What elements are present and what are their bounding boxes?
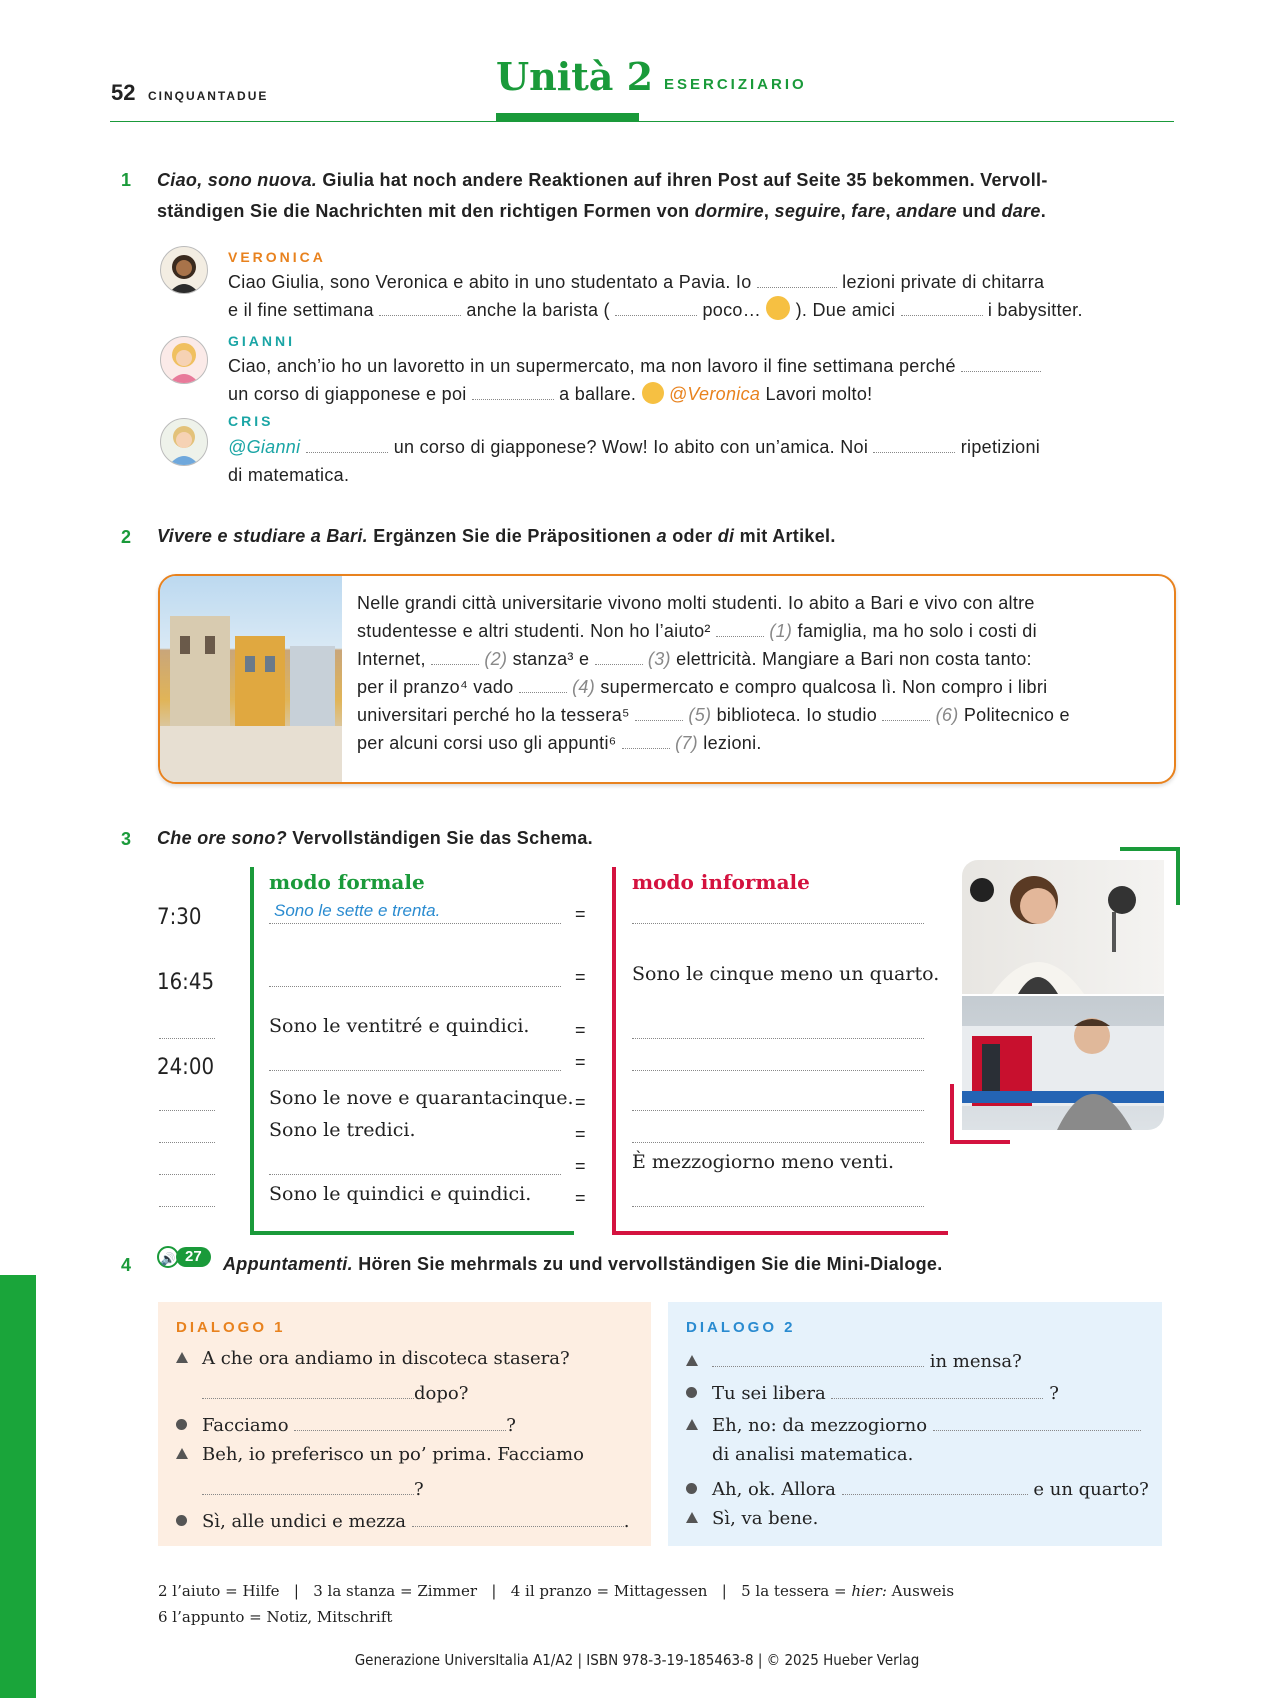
- dialogo-1-title: DIALOGO 1: [176, 1319, 286, 1336]
- blank[interactable]: [306, 434, 388, 453]
- col-informal-heading: modo informale: [632, 870, 810, 894]
- blank[interactable]: [712, 1348, 924, 1367]
- header-tab: [496, 113, 639, 121]
- blank[interactable]: [202, 1380, 414, 1399]
- blank[interactable]: [294, 1412, 506, 1431]
- dialogo-2-line: Tu sei libera ?: [686, 1380, 1059, 1404]
- radio-host-photo: [962, 860, 1164, 994]
- time-blank[interactable]: [159, 1110, 215, 1111]
- formal-cell[interactable]: Sono le sette e trenta.: [274, 901, 441, 920]
- blank[interactable]: [635, 702, 683, 721]
- triangle-speaker-icon: [686, 1512, 698, 1523]
- blank[interactable]: [202, 1476, 414, 1495]
- page-word: CINQUANTADUE: [147, 89, 269, 103]
- time-cell: 24:00: [157, 1055, 215, 1080]
- sleepy-emoji-icon: [766, 296, 790, 320]
- gianni-avatar: [160, 336, 208, 384]
- bari-photo: [160, 576, 342, 782]
- dialogo-1-line: A che ora andiamo in discoteca stasera?: [176, 1348, 570, 1369]
- informal-blank[interactable]: [632, 923, 924, 924]
- triangle-speaker-icon: [686, 1355, 698, 1366]
- circle-speaker-icon: [176, 1419, 187, 1430]
- formal-cell: Sono le quindici e quindici.: [269, 1183, 532, 1205]
- dialogo-2-line: di analisi matematica.: [712, 1444, 914, 1465]
- blank[interactable]: [412, 1508, 624, 1527]
- equals-sign: =: [575, 1124, 586, 1144]
- ex3-number: 3: [121, 829, 132, 849]
- ex3-title: Che ore sono? Vervollständigen Sie das Schema.: [157, 828, 593, 848]
- triangle-speaker-icon: [176, 1448, 188, 1459]
- train-man-photo: [962, 996, 1164, 1130]
- footnotes: 2 l’aiuto = Hilfe | 3 la stanza = Zimmer | 4 il pranzo = Mittagessen | 5 la tessera = hier: Ausweis 6 l’appunto = Notiz, Mitschrift: [158, 1582, 955, 1626]
- audio-track-badge[interactable]: [157, 1246, 211, 1270]
- informal-blank[interactable]: [632, 1206, 924, 1207]
- dialogo-2-line: in mensa?: [686, 1348, 1022, 1372]
- ex1-number: 1: [121, 170, 132, 190]
- cris-avatar: [160, 418, 208, 466]
- informal-blank[interactable]: [632, 1070, 924, 1071]
- blank[interactable]: [901, 297, 983, 316]
- ex2-title: Vivere e studiare a Bari. Ergänzen Sie die Präpositionen a oder di mit Artikel.: [157, 526, 836, 546]
- blank[interactable]: [595, 646, 643, 665]
- side-tab: [0, 1275, 36, 1698]
- blank[interactable]: [431, 646, 479, 665]
- blank[interactable]: [716, 618, 764, 637]
- dialogo-1-line: Facciamo ?: [176, 1412, 516, 1436]
- veronica-avatar: [160, 246, 208, 294]
- triangle-speaker-icon: [176, 1352, 188, 1363]
- dialogo-2-title: DIALOGO 2: [686, 1319, 796, 1336]
- gianni-message: Ciao, anch’io ho un lavoretto in un supermercato, ma non lavoro il fine settimana perché un corso di giapponese e poi a ballare. @Veronica Lavori molto!: [228, 352, 1178, 408]
- time-blank[interactable]: [159, 1206, 215, 1207]
- grin-emoji-icon: [642, 382, 664, 404]
- time-cell: 7:30: [157, 905, 202, 930]
- dialogo-1-line: Beh, io preferisco un po’ prima. Facciamo: [176, 1444, 584, 1465]
- circle-speaker-icon: [176, 1515, 187, 1526]
- blank[interactable]: [873, 434, 955, 453]
- page-number-block: [111, 80, 268, 106]
- cris-message: @Gianni un corso di giapponese? Wow! Io abito con un’amica. Noi ripetizioni di matematica.: [228, 433, 1178, 489]
- blank[interactable]: [961, 353, 1041, 372]
- time-blank[interactable]: [159, 1038, 215, 1039]
- equals-sign: =: [575, 1052, 586, 1072]
- gianni-name: GIANNI: [228, 333, 295, 349]
- blank[interactable]: [472, 381, 554, 400]
- informal-blank[interactable]: [632, 1110, 924, 1111]
- informal-blank[interactable]: [632, 1142, 924, 1143]
- circle-speaker-icon: [686, 1387, 697, 1398]
- track-number: 27: [176, 1247, 211, 1267]
- speaker-icon: 🔊: [157, 1246, 179, 1268]
- blank[interactable]: [379, 297, 461, 316]
- ex4-title: Appuntamenti. Hören Sie mehrmals zu und vervollständigen Sie die Mini-Dialoge.: [223, 1254, 943, 1274]
- blank[interactable]: [882, 702, 930, 721]
- equals-sign: =: [575, 1156, 586, 1176]
- blank[interactable]: [757, 269, 837, 288]
- dialogo-2-line: Ah, ok. Allora e un quarto?: [686, 1476, 1149, 1500]
- equals-sign: =: [575, 1020, 586, 1040]
- equals-sign: =: [575, 967, 586, 987]
- header-rule: [110, 121, 1174, 122]
- dialogo-1-line: ?: [202, 1476, 424, 1500]
- ex1-title: Ciao, sono nuova. Giulia hat noch andere Reaktionen auf ihren Post auf Seite 35 bekommen. Vervoll- ständigen Sie die Nachrichten mit den richtigen Formen von dormire, seguire, fare, andare und dare.: [157, 170, 1048, 221]
- blank[interactable]: [933, 1412, 1141, 1431]
- circle-speaker-icon: [686, 1483, 697, 1494]
- ex4-number: 4: [121, 1255, 132, 1275]
- ex2-number: 2: [121, 527, 132, 547]
- unit-title: Unità 2: [496, 54, 654, 99]
- formal-blank[interactable]: [269, 1070, 561, 1071]
- time-cell: 16:45: [157, 970, 215, 995]
- time-blank[interactable]: [159, 1142, 215, 1143]
- blank[interactable]: [615, 297, 697, 316]
- cris-name: CRIS: [228, 413, 274, 429]
- dialogo-1-line: Sì, alle undici e mezza .: [176, 1508, 629, 1532]
- dialogo-2-line: Sì, va bene.: [686, 1508, 818, 1529]
- dialogo-1-line: dopo?: [202, 1380, 468, 1404]
- triangle-speaker-icon: [686, 1419, 698, 1430]
- dialogo-2-line: Eh, no: da mezzogiorno: [686, 1412, 1141, 1436]
- page-number: 52: [111, 80, 136, 105]
- bari-text: Nelle grandi città universitarie vivono molti studenti. Io abito a Bari e vivo con altre studentesse e altri studenti. Non ho l’aiuto² (1) famiglia, ma ho solo i costi di Internet, (2) stanza³ e (3) elettricità. Mangiare a Bari non costa tanto: per il pranzo⁴ vado (4) supermercato e compro qualcosa lì. Non compro i libri universitari perché ho la tessera⁵ (5) biblioteca. Io studio (6) Politecnico e per alcuni corsi uso gli appunti⁶ (7) lezioni.: [357, 593, 1070, 753]
- blank[interactable]: [831, 1380, 1043, 1399]
- blank[interactable]: [622, 730, 670, 749]
- formal-cell: Sono le nove e quarantacinque.: [269, 1087, 574, 1109]
- equals-sign: =: [575, 904, 586, 924]
- informal-blank[interactable]: [632, 1038, 924, 1039]
- blank[interactable]: [842, 1476, 1028, 1495]
- informal-cell: Sono le cinque meno un quarto.: [632, 963, 940, 985]
- formal-cell: Sono le tredici.: [269, 1119, 416, 1141]
- formal-cell: Sono le ventitré e quindici.: [269, 1015, 530, 1037]
- veronica-message: Ciao Giulia, sono Veronica e abito in uno studentato a Pavia. Io lezioni private di chitarra e il fine settimana anche la barista ( poco… ). Due amici i babysitter.: [228, 268, 1178, 324]
- equals-sign: =: [575, 1092, 586, 1112]
- footer: Generazione UniversItalia A1/A2 | ISBN 978-3-19-185463-8 | © 2025 Hueber Verlag: [354, 1651, 920, 1669]
- informal-cell: È mezzogiorno meno venti.: [632, 1151, 895, 1173]
- formal-blank[interactable]: [269, 986, 561, 987]
- formal-blank[interactable]: [269, 1174, 561, 1175]
- equals-sign: =: [575, 1188, 586, 1208]
- veronica-name: VERONICA: [228, 249, 326, 265]
- time-blank[interactable]: [159, 1174, 215, 1175]
- section-label: ESERCIZIARIO: [664, 76, 807, 93]
- blank[interactable]: [519, 674, 567, 693]
- col-formal-heading: modo formale: [269, 870, 425, 894]
